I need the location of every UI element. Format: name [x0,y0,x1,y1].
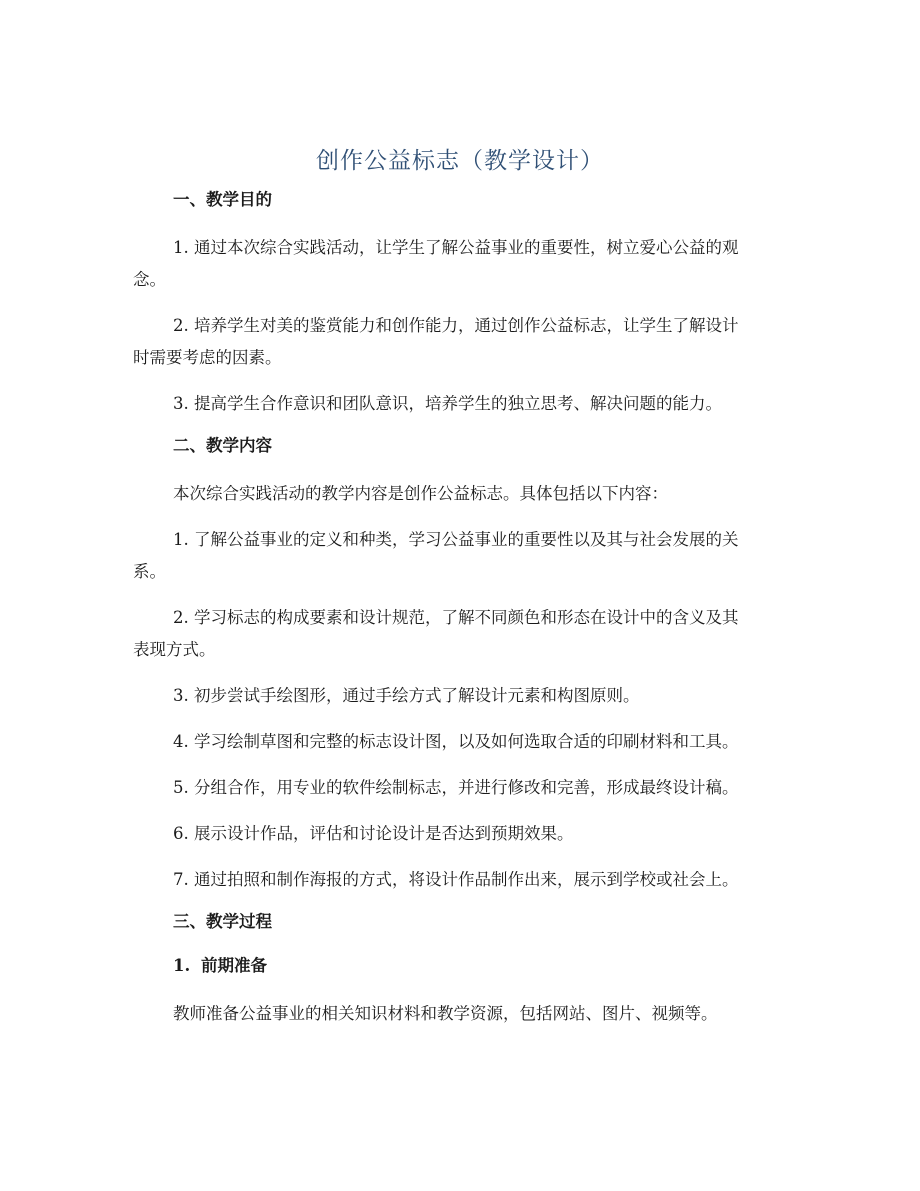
paragraph-line: 6. 展示设计作品，评估和讨论设计是否达到预期效果。 [173,824,574,843]
paragraph [173,726,785,758]
document-title: 创作公益标志（教学设计） [316,148,604,174]
paragraph [133,602,785,666]
paragraph-line: 2. 培养学生对美的鉴赏能力和创作能力，通过创作公益标志，让学生了解设计 [173,316,739,335]
paragraph-line: 3. 初步尝试手绘图形，通过手绘方式了解设计元素和构图原则。 [173,686,640,705]
paragraph-line: 表现方式。 [133,640,216,659]
paragraph-line: 5. 分组合作，用专业的软件绘制标志，并进行修改和完善，形成最终设计稿。 [173,778,739,797]
paragraph [173,680,785,712]
paragraph-line: 4. 学习绘制草图和完整的标志设计图，以及如何选取合适的印刷材料和工具。 [173,732,739,751]
paragraph-line: 教师准备公益事业的相关知识材料和教学资源，包括网站、图片、视频等。 [173,1004,718,1023]
section-heading-objectives: 一、教学目的 [173,190,272,209]
document-body [133,188,785,1044]
subsection-title: 前期准备 [201,956,267,975]
paragraph-line: 念。 [133,270,166,289]
paragraph [173,772,785,804]
section-heading-content: 二、教学内容 [173,436,272,455]
section-heading-process: 三、教学过程 [173,912,272,931]
paragraph [133,310,785,374]
paragraph [173,998,785,1030]
paragraph-line: 本次综合实践活动的教学内容是创作公益标志。具体包括以下内容： [173,484,668,503]
paragraph-line: 系。 [133,562,166,581]
paragraph-line: 2. 学习标志的构成要素和设计规范，了解不同颜色和形态在设计中的含义及其 [173,608,739,627]
paragraph-line: 时需要考虑的因素。 [133,348,282,367]
paragraph-line: 3. 提高学生合作意识和团队意识，培养学生的独立思考、解决问题的能力。 [173,394,722,413]
subsection-number: 1. [173,956,191,975]
paragraph [173,388,785,420]
paragraph-line: 1. 通过本次综合实践活动，让学生了解公益事业的重要性，树立爱心公益的观 [173,238,739,257]
paragraph [133,232,785,296]
paragraph [133,524,785,588]
paragraph-line: 7. 通过拍照和制作海报的方式，将设计作品制作出来，展示到学校或社会上。 [173,870,739,889]
paragraph-line: 1. 了解公益事业的定义和种类，学习公益事业的重要性以及其与社会发展的关 [173,530,739,549]
subsection-heading [173,954,785,978]
paragraph [173,864,785,896]
paragraph [173,478,785,510]
paragraph [173,818,785,850]
